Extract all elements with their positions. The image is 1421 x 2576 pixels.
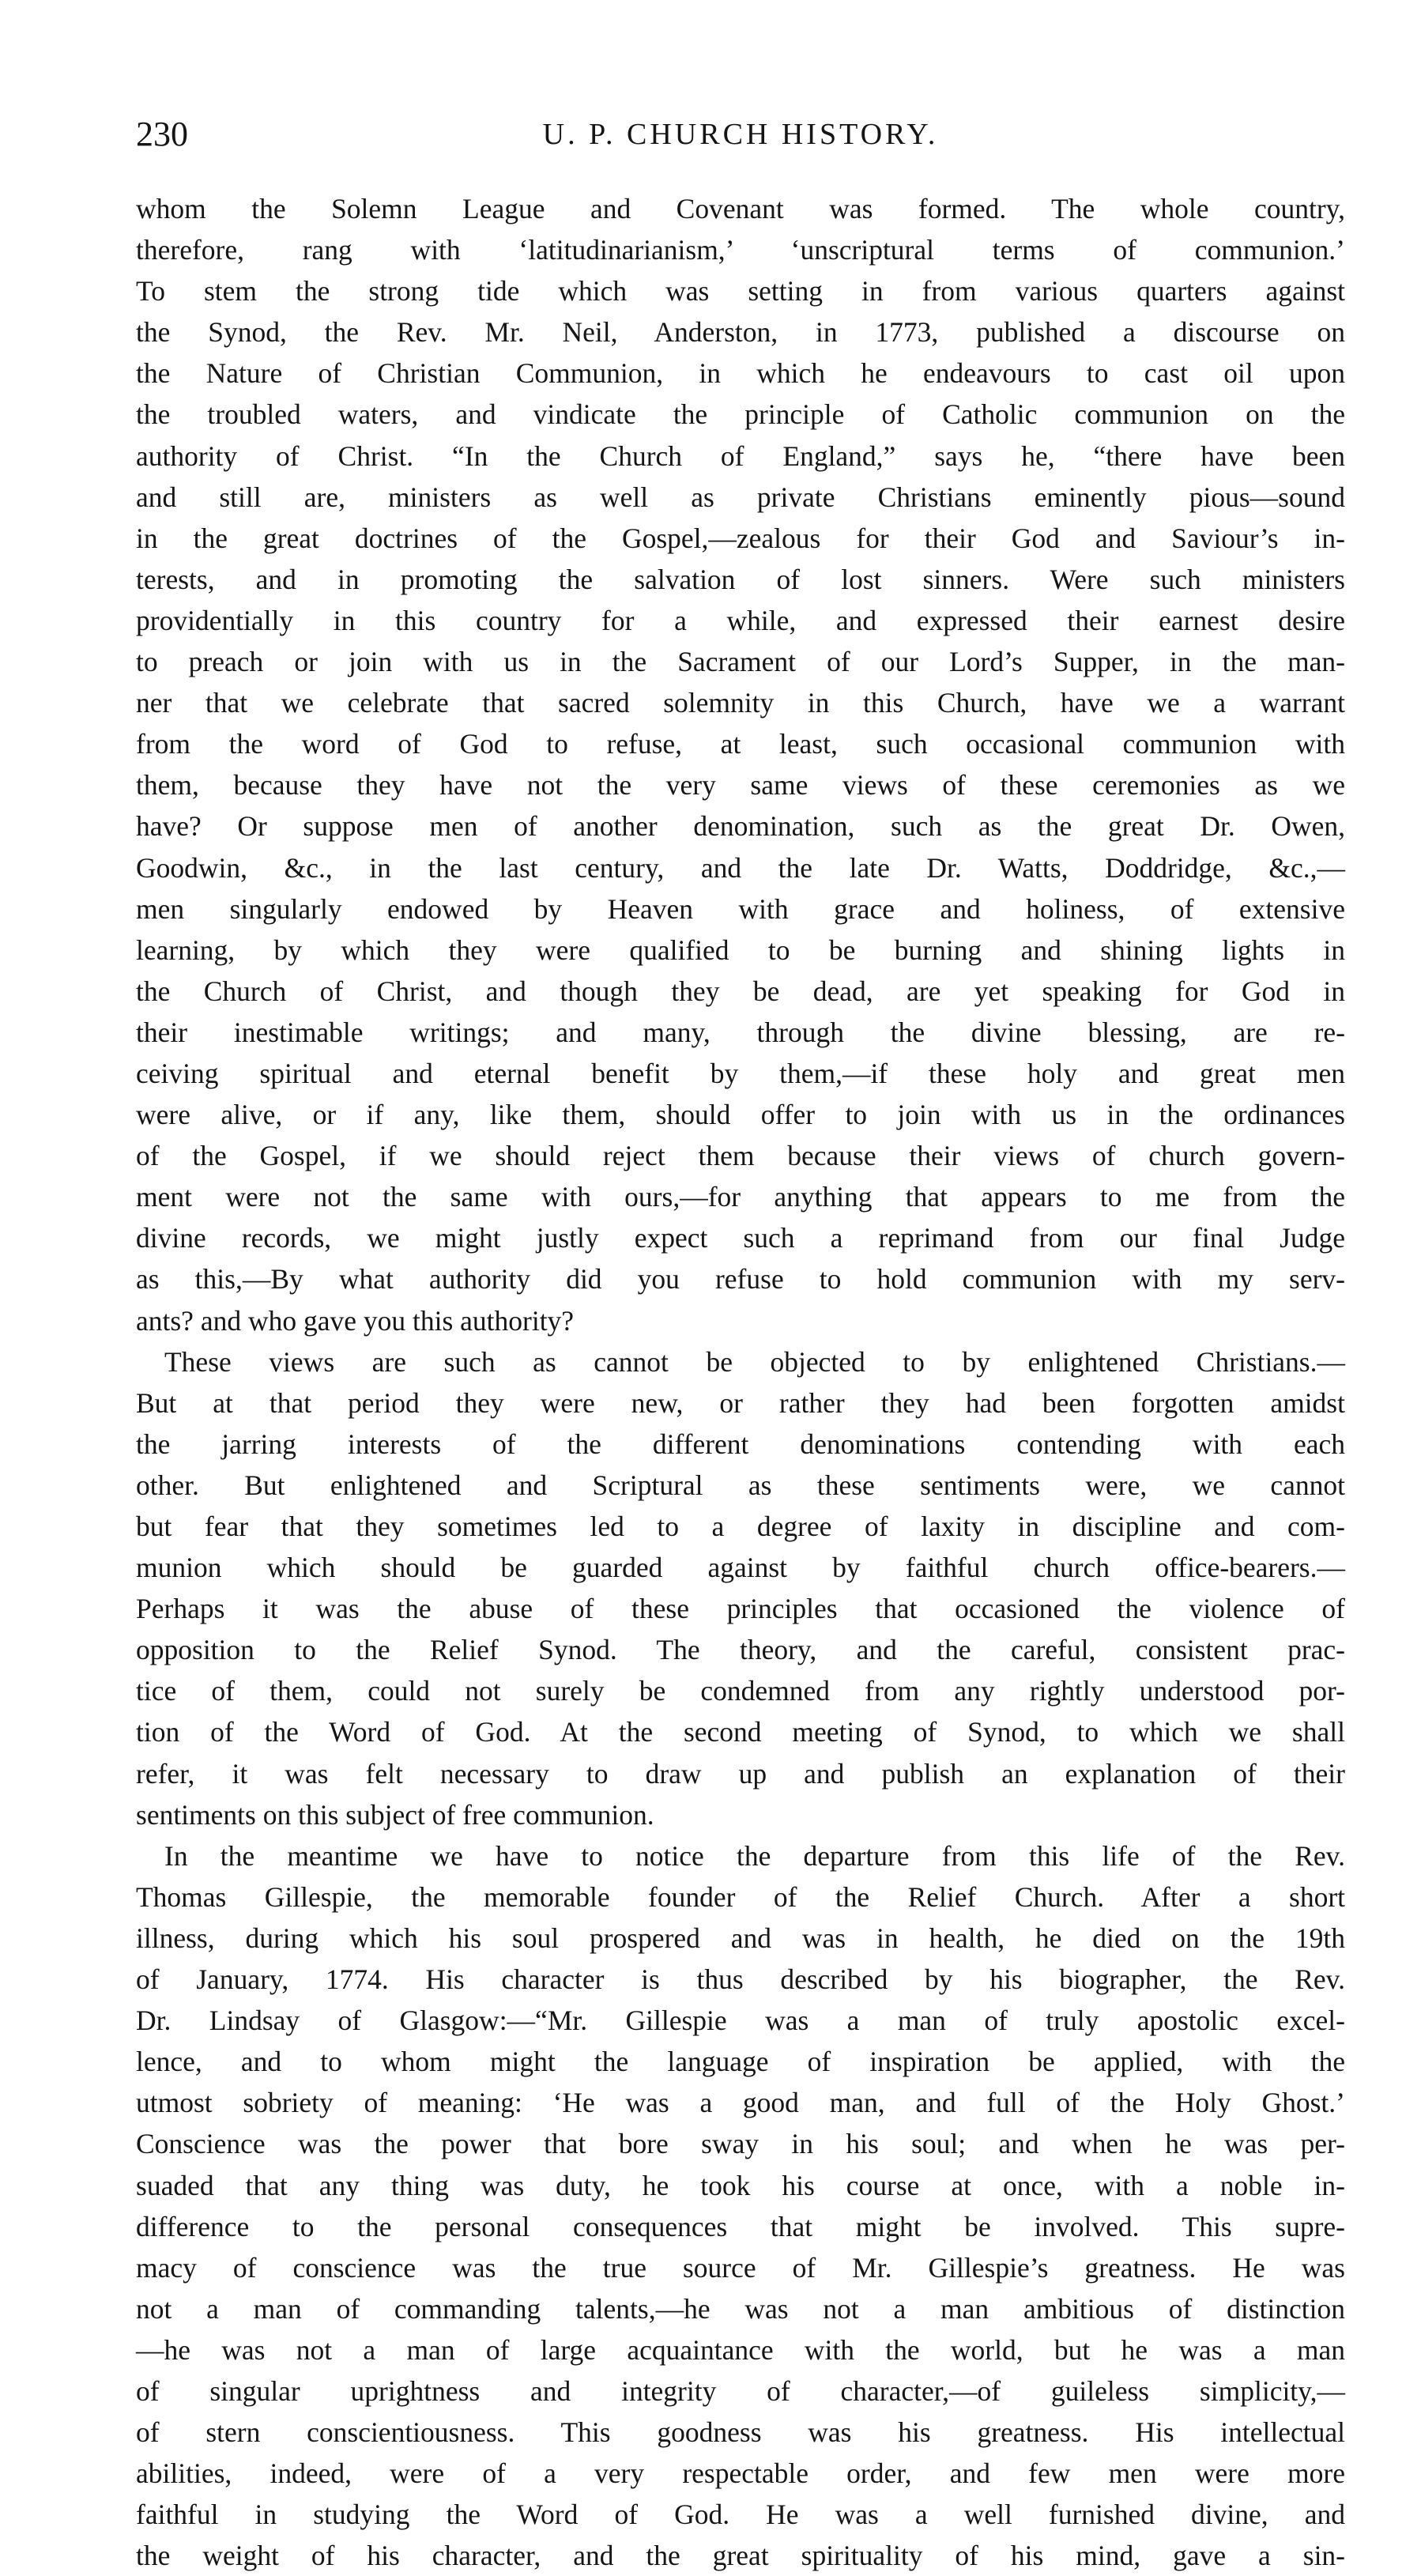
text-line: their inestimable writings; and many, through the divine blessing, are re- <box>136 1016 1345 1048</box>
text-line: sentiments on this subject of free communion. <box>136 1798 654 1831</box>
text-line: of January, 1774. His character is thus described by his biographer, the Rev. <box>136 1963 1345 1996</box>
text-line: Thomas Gillespie, the memorable founder of the Relief Church. After a short <box>136 1880 1345 1913</box>
text-line: learning, by which they were qualified to be burning and shining lights in <box>136 933 1345 966</box>
text-line: Perhaps it was the abuse of these principles that occasioned the violence of <box>136 1593 1345 1625</box>
text-line: the Church of Christ, and though they be dead, are yet speaking for God in <box>136 975 1345 1007</box>
text-line: to preach or join with us in the Sacrament of our Lord’s Supper, in the man- <box>136 646 1345 678</box>
text-line: ner that we celebrate that sacred solemnity in this Church, have we a warrant <box>136 687 1345 719</box>
text-line: the jarring interests of the different denominations contending with each <box>136 1428 1345 1460</box>
text-line: illness, during which his soul prospered and was in health, he died on the 19th <box>136 1922 1345 1954</box>
text-line: but fear that they sometimes led to a degree of laxity in discipline and com- <box>136 1511 1345 1542</box>
text-line: them, because they have not the very same views of these ceremonies as we <box>136 769 1345 801</box>
text-line: in the great doctrines of the Gospel,—zealous for their God and Saviour’s in- <box>136 522 1345 554</box>
text-line: Dr. Lindsay of Glasgow:—“Mr. Gillespie was a man of truly apostolic excel- <box>136 2005 1345 2037</box>
text-line: To stem the strong tide which was setting in from various quarters against <box>136 275 1345 307</box>
running-head: U. P. CHURCH HISTORY. <box>542 118 939 151</box>
text-line: faithful in studying the Word of God. He was a well furnished divine, and <box>136 2499 1345 2531</box>
text-line: terests, and in promoting the salvation of lost sinners. Were such ministers <box>136 563 1345 595</box>
text-line: refer, it was felt necessary to draw up and publish an explanation of their <box>136 1757 1345 1790</box>
text-line: of stern conscientiousness. This goodness was his greatness. His intellectual <box>136 2416 1345 2449</box>
text-line: suaded that any thing was duty, he took his course at once, with a noble in- <box>136 2169 1345 2201</box>
text-line: divine records, we might justly expect such a reprimand from our final Judge <box>136 1222 1345 1254</box>
text-line: were alive, or if any, like them, should offer to join with us in the ordinances <box>136 1099 1345 1131</box>
body-text <box>136 188 1345 2576</box>
text-line: other. But enlightened and Scriptural as these sentiments were, we cannot <box>136 1469 1345 1501</box>
text-line: the weight of his character, and the great spirituality of his mind, gave a sin- <box>136 2540 1345 2572</box>
text-line: tion of the Word of God. At the second meeting of Synod, to which we shall <box>136 1716 1345 1748</box>
text-line: whom the Solemn League and Covenant was formed. The whole country, <box>136 193 1345 224</box>
text-line: and still are, ministers as well as private Christians eminently pious—sound <box>136 481 1345 513</box>
text-line: Conscience was the power that bore sway in his soul; and when he was per- <box>136 2128 1345 2160</box>
text-line: therefore, rang with ‘latitudinarianism,’ ‘unscriptural terms of communion.’ <box>136 234 1345 266</box>
text-line: abilities, indeed, were of a very respectable order, and few men were more <box>136 2457 1345 2490</box>
text-line: utmost sobriety of meaning: ‘He was a good man, and full of the Holy Ghost.’ <box>136 2087 1345 2119</box>
text-line: of the Gospel, if we should reject them because their views of church govern- <box>136 1140 1345 1172</box>
text-line: These views are such as cannot be objected to by enlightened Christians.— <box>164 1345 1345 1378</box>
text-line: authority of Christ. “In the Church of England,” says he, “there have been <box>136 439 1345 472</box>
text-line: lence, and to whom might the language of inspiration be applied, with the <box>136 2046 1345 2078</box>
text-line: not a man of commanding talents,—he was not a man ambitious of distinction <box>136 2292 1345 2325</box>
text-line: have? Or suppose men of another denomination, such as the great Dr. Owen, <box>136 810 1345 843</box>
text-line: as this,—By what authority did you refuse to hold communion with my serv- <box>136 1263 1345 1296</box>
text-line: the troubled waters, and vindicate the principle of Catholic communion on the <box>136 398 1345 431</box>
text-line: ment were not the same with ours,—for anything that appears to me from the <box>136 1181 1345 1213</box>
text-line: difference to the personal consequences that might be involved. This supre- <box>136 2210 1345 2242</box>
text-line: opposition to the Relief Synod. The theory, and the careful, consistent prac- <box>136 1634 1345 1666</box>
page-header <box>136 111 1345 158</box>
text-line: from the word of God to refuse, at least, such occasional communion with <box>136 728 1345 760</box>
text-line: —he was not a man of large acquaintance with the world, but he was a man <box>136 2333 1345 2366</box>
text-line: munion which should be guarded against by faithful church office-bearers.— <box>136 1552 1345 1584</box>
text-line: of singular uprightness and integrity of character,—of guileless simplicity,— <box>136 2374 1345 2407</box>
text-line: Goodwin, &c., in the last century, and the late Dr. Watts, Doddridge, &c.,— <box>136 851 1345 884</box>
text-line: ants? and who gave you this authority? <box>136 1304 575 1337</box>
text-line: providentially in this country for a while, and expressed their earnest desire <box>136 604 1345 636</box>
text-line: ceiving spiritual and eternal benefit by them,—if these holy and great men <box>136 1057 1345 1089</box>
text-line: tice of them, could not surely be condemned from any rightly understood por- <box>136 1675 1345 1707</box>
text-line: the Synod, the Rev. Mr. Neil, Anderston, in 1773, published a discourse on <box>136 316 1345 349</box>
text-line: the Nature of Christian Communion, in which he endeavours to cast oil upon <box>136 357 1345 390</box>
text-line: men singularly endowed by Heaven with grace and holiness, of extensive <box>136 892 1345 925</box>
text-line: But at that period they were new, or rather they had been forgotten amidst <box>136 1386 1345 1419</box>
page-number: 230 <box>136 115 188 153</box>
text-line: macy of conscience was the true source of Mr. Gillespie’s greatness. He was <box>136 2251 1345 2284</box>
text-line: In the meantime we have to notice the departure from this life of the Rev. <box>164 1839 1345 1872</box>
